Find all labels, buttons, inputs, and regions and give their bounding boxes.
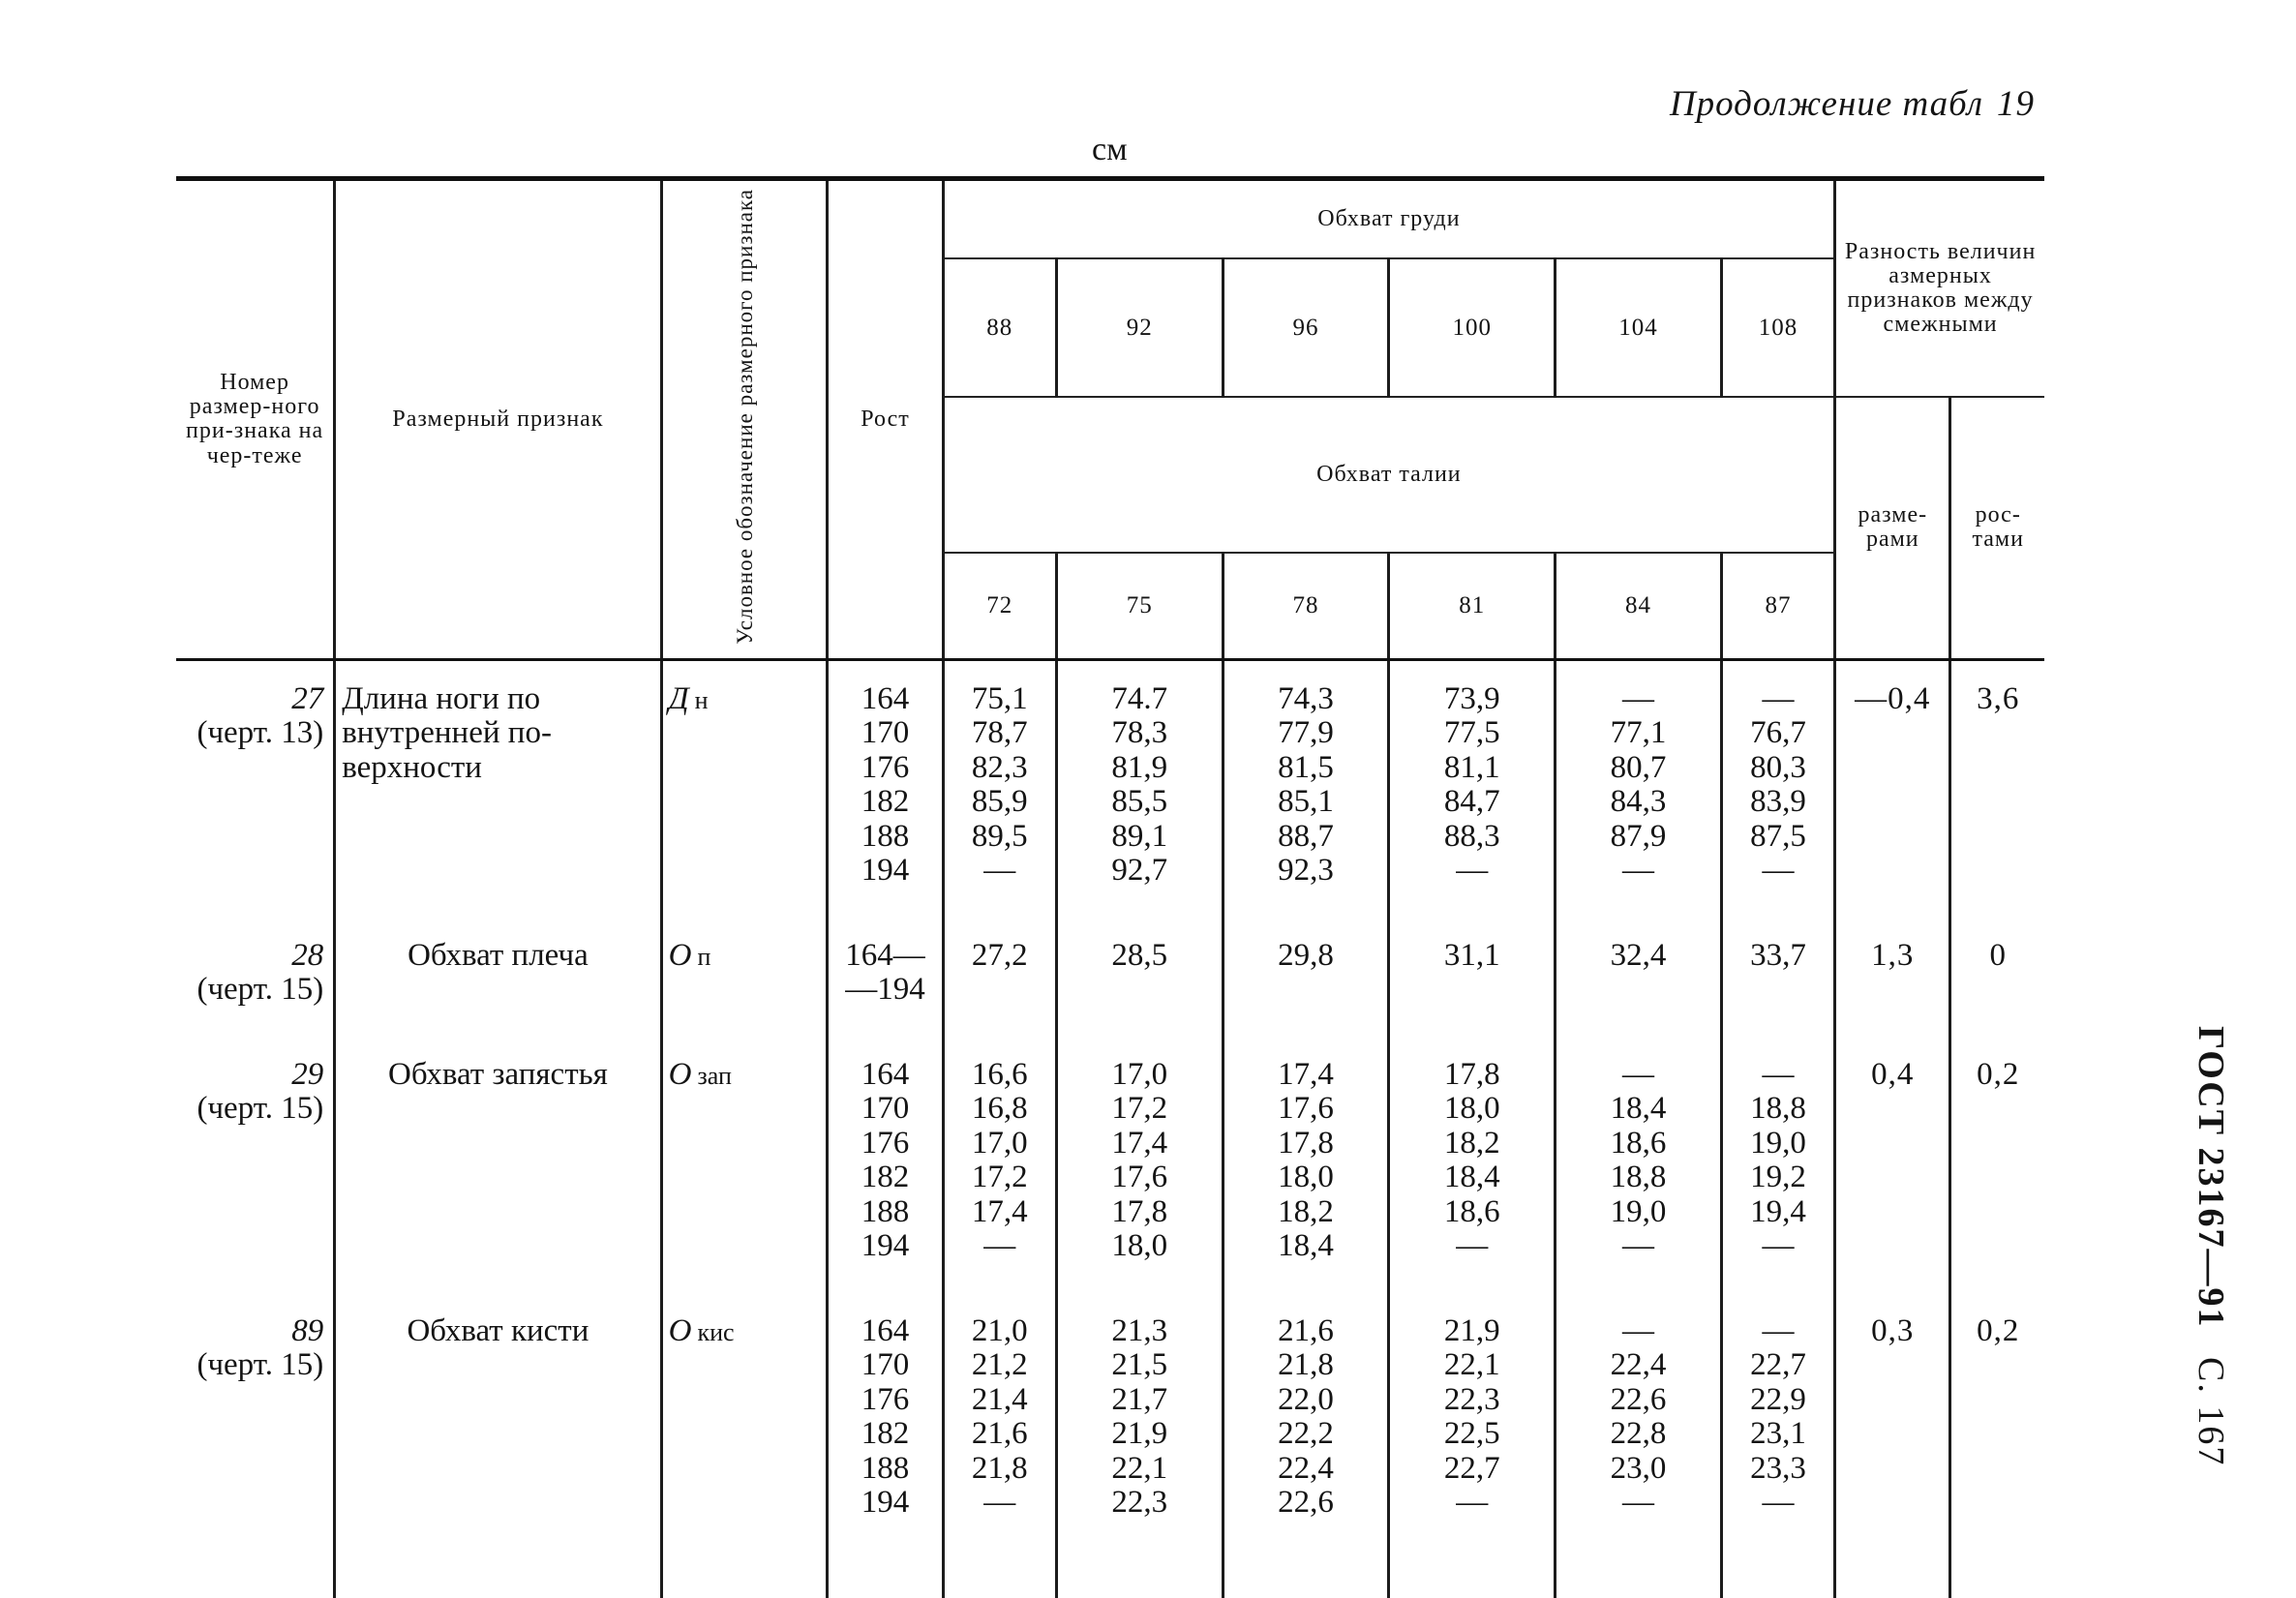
row-values: [1223, 1037, 1389, 1293]
value-line: 33,7: [1750, 937, 1806, 973]
row-values: [943, 1037, 1056, 1293]
row-values: [943, 1293, 1056, 1598]
row-symbol: [661, 1293, 828, 1598]
value-line: 22,4: [1278, 1450, 1334, 1486]
row-number: 29: [291, 1056, 324, 1092]
row-values: [1056, 659, 1223, 918]
value-line: 92,7: [1111, 853, 1168, 889]
row-values: [1556, 1293, 1722, 1598]
value-line: 77,9: [1278, 715, 1334, 751]
row-feature: Обхват запястья: [335, 1037, 661, 1293]
row-diff-sizes: —0,4: [1835, 659, 1950, 918]
header-diff-heights: рос-тами: [1950, 397, 2044, 659]
row-diff-heights: 0: [1950, 918, 2044, 1037]
row-values: [1389, 659, 1556, 918]
measurement-table: [176, 176, 2044, 1598]
value-line: 29,8: [1278, 937, 1334, 973]
value-line: —: [1762, 1056, 1795, 1092]
header-chest-group: Обхват груди: [943, 179, 1835, 259]
value-line: 21,7: [1111, 1381, 1168, 1417]
table-row: [176, 1037, 2044, 1293]
value-line: 188: [861, 818, 910, 854]
value-line: 18,4: [1278, 1228, 1334, 1264]
row-values: [1556, 659, 1722, 918]
row-diff-heights: 0,2: [1950, 1037, 2044, 1293]
value-line: 77,5: [1443, 715, 1500, 751]
value-line: 85,5: [1111, 784, 1168, 820]
value-line: 76,7: [1750, 715, 1806, 751]
row-values: [1223, 1293, 1389, 1598]
value-line: 77,1: [1610, 715, 1667, 751]
value-line: 17,2: [971, 1160, 1028, 1195]
value-line: 88,7: [1278, 818, 1334, 854]
value-line: 27,2: [971, 937, 1028, 973]
value-line: 73,9: [1443, 680, 1500, 716]
value-line: 88,3: [1443, 818, 1500, 854]
row-values: [1389, 1037, 1556, 1293]
row-values: [1056, 1293, 1223, 1598]
row-values: [1721, 918, 1834, 1037]
value-line: 19,0: [1750, 1125, 1806, 1161]
value-line: —: [983, 1228, 1016, 1264]
header-diff-group: Разность величин азмерных признаков между смежными: [1835, 179, 2044, 398]
value-line: 164—: [845, 937, 925, 973]
row-values: [1223, 918, 1389, 1037]
value-line: 22,7: [1750, 1347, 1806, 1383]
symbol-subscript: н: [694, 685, 709, 714]
value-line: 21,3: [1111, 1312, 1168, 1348]
unit-label: см: [1092, 132, 1128, 167]
row-number-cell: [176, 659, 335, 918]
value-line: 22,7: [1443, 1450, 1500, 1486]
measurement-table-wrap: [176, 176, 2044, 1598]
value-line: —: [1456, 1485, 1489, 1521]
value-line: 85,9: [971, 784, 1028, 820]
value-line: 194: [861, 1485, 910, 1521]
value-line: 17,6: [1111, 1160, 1168, 1195]
row-number: 89: [291, 1312, 324, 1348]
value-line: 18,8: [1610, 1160, 1667, 1195]
row-ref: (черт. 15): [196, 1347, 324, 1383]
row-diff-sizes: 0,3: [1835, 1293, 1950, 1598]
value-line: 31,1: [1443, 937, 1500, 973]
value-line: —: [983, 1485, 1016, 1521]
row-diff-sizes: 0,4: [1835, 1037, 1950, 1293]
chest-size: 104: [1556, 258, 1722, 397]
value-line: 21,9: [1111, 1416, 1168, 1452]
waist-size: 81: [1389, 553, 1556, 659]
value-line: 176: [861, 749, 910, 785]
value-line: 188: [861, 1193, 910, 1229]
waist-size: 78: [1223, 553, 1389, 659]
value-line: 21,2: [971, 1347, 1028, 1383]
value-line: 17,0: [971, 1125, 1028, 1161]
value-line: —: [1456, 1228, 1489, 1264]
value-line: 182: [861, 1416, 910, 1452]
value-line: 16,8: [971, 1091, 1028, 1127]
symbol-subscript: кис: [697, 1317, 735, 1346]
header-symbol-text: Условное обозначение размерного признака: [732, 189, 757, 645]
chest-size: 100: [1389, 258, 1556, 397]
header-symbol: [661, 179, 828, 660]
chest-size: 88: [943, 258, 1056, 397]
value-line: 84,3: [1610, 784, 1667, 820]
value-line: 188: [861, 1450, 910, 1486]
value-line: 17,8: [1111, 1193, 1168, 1229]
value-line: 78,7: [971, 715, 1028, 751]
value-line: 18,2: [1443, 1125, 1500, 1161]
header-waist-group: Обхват талии: [943, 397, 1835, 553]
value-line: 21,6: [1278, 1312, 1334, 1348]
waist-size: 75: [1056, 553, 1223, 659]
row-number-cell: [176, 1293, 335, 1598]
value-line: 19,4: [1750, 1193, 1806, 1229]
value-line: 22,1: [1111, 1450, 1168, 1486]
value-line: 18,6: [1610, 1125, 1667, 1161]
value-line: 74,3: [1278, 680, 1334, 716]
value-line: 21,9: [1443, 1312, 1500, 1348]
value-line: 182: [861, 784, 910, 820]
value-line: —: [1456, 853, 1489, 889]
value-line: 22,1: [1443, 1347, 1500, 1383]
value-line: —: [1622, 1056, 1655, 1092]
chest-size: 92: [1056, 258, 1223, 397]
value-line: 82,3: [971, 749, 1028, 785]
row-values: [1389, 1293, 1556, 1598]
value-line: 17,4: [1111, 1125, 1168, 1161]
value-line: 21,0: [971, 1312, 1028, 1348]
value-line: 22,2: [1278, 1416, 1334, 1452]
value-line: 74.7: [1111, 680, 1168, 716]
value-line: 21,4: [971, 1381, 1028, 1417]
row-values: [1721, 1037, 1834, 1293]
waist-size: 84: [1556, 553, 1722, 659]
value-line: 17,0: [1111, 1056, 1168, 1092]
value-line: 18,2: [1278, 1193, 1334, 1229]
row-diff-heights: 3,6: [1950, 659, 2044, 918]
value-line: 176: [861, 1125, 910, 1161]
value-line: 85,1: [1278, 784, 1334, 820]
row-values: [1556, 918, 1722, 1037]
symbol-subscript: зап: [697, 1061, 732, 1090]
value-line: 78,3: [1111, 715, 1168, 751]
value-line: 18,6: [1443, 1193, 1500, 1229]
value-line: 17,4: [1278, 1056, 1334, 1092]
value-line: 23,0: [1610, 1450, 1667, 1486]
row-feature: Длина ноги по внутренней по-верхности: [335, 659, 661, 918]
value-line: 21,8: [971, 1450, 1028, 1486]
row-symbol: [661, 918, 828, 1037]
value-line: 19,2: [1750, 1160, 1806, 1195]
value-line: 170: [861, 715, 910, 751]
value-line: 28,5: [1111, 937, 1168, 973]
row-values: [1056, 1037, 1223, 1293]
row-diff-sizes: 1,3: [1835, 918, 1950, 1037]
value-line: —: [1622, 680, 1655, 716]
table-row: [176, 918, 2044, 1037]
value-line: 21,5: [1111, 1347, 1168, 1383]
value-line: 89,1: [1111, 818, 1168, 854]
value-line: 81,9: [1111, 749, 1168, 785]
row-values: [943, 918, 1056, 1037]
row-diff-heights: 0,2: [1950, 1293, 2044, 1598]
value-line: 80,7: [1610, 749, 1667, 785]
value-line: —: [1622, 1485, 1655, 1521]
value-line: 17,2: [1111, 1091, 1168, 1127]
row-values: [1556, 1037, 1722, 1293]
value-line: 21,8: [1278, 1347, 1334, 1383]
row-heights: [828, 1293, 943, 1598]
header-number: Номер размер-ного при-знака на чер-теже: [176, 179, 335, 660]
value-line: 22,3: [1111, 1485, 1168, 1521]
value-line: —: [1762, 680, 1795, 716]
continuation-text: Продолжение табл: [1669, 84, 1983, 124]
value-line: 21,6: [971, 1416, 1028, 1452]
value-line: 22,5: [1443, 1416, 1500, 1452]
value-line: 22,0: [1278, 1381, 1334, 1417]
row-symbol: [661, 1037, 828, 1293]
value-line: 18,8: [1750, 1091, 1806, 1127]
value-line: 18,4: [1610, 1091, 1667, 1127]
value-line: 18,0: [1278, 1160, 1334, 1195]
value-line: —: [983, 853, 1016, 889]
row-values: [1389, 918, 1556, 1037]
value-line: 75,1: [971, 680, 1028, 716]
value-line: 80,3: [1750, 749, 1806, 785]
value-line: 17,4: [971, 1193, 1028, 1229]
row-number-cell: [176, 918, 335, 1037]
value-line: 22,8: [1610, 1416, 1667, 1452]
side-standard-label: [2190, 1026, 2232, 1466]
value-line: 17,8: [1278, 1125, 1334, 1161]
row-values: [943, 659, 1056, 918]
value-line: 182: [861, 1160, 910, 1195]
value-line: —: [1762, 853, 1795, 889]
row-values: [1056, 918, 1223, 1037]
value-line: 89,5: [971, 818, 1028, 854]
value-line: 22,3: [1443, 1381, 1500, 1417]
symbol-letter: О: [668, 1056, 692, 1092]
value-line: 170: [861, 1347, 910, 1383]
value-line: 23,1: [1750, 1416, 1806, 1452]
value-line: 17,6: [1278, 1091, 1334, 1127]
value-line: 176: [861, 1381, 910, 1417]
value-line: 83,9: [1750, 784, 1806, 820]
value-line: 22,6: [1278, 1485, 1334, 1521]
table-row: [176, 659, 2044, 918]
value-line: 170: [861, 1091, 910, 1127]
header-feature: Размерный признак: [335, 179, 661, 660]
row-feature: Обхват кисти: [335, 1293, 661, 1598]
value-line: 87,9: [1610, 818, 1667, 854]
row-number-cell: [176, 1037, 335, 1293]
row-ref: (черт. 15): [196, 972, 324, 1008]
table-number: 19: [1997, 84, 2035, 124]
waist-size: 87: [1721, 553, 1834, 659]
value-line: 84,7: [1443, 784, 1500, 820]
table-continuation-label: [1670, 83, 2035, 125]
waist-size: 72: [943, 553, 1056, 659]
value-line: 16,6: [971, 1056, 1028, 1092]
value-line: 22,9: [1750, 1381, 1806, 1417]
value-line: —: [1622, 853, 1655, 889]
value-line: —: [1622, 1312, 1655, 1348]
value-line: 32,4: [1610, 937, 1667, 973]
standard-code: ГОСТ 23167—91: [2190, 1026, 2231, 1329]
row-number: 28: [291, 937, 324, 973]
table-row: [176, 1293, 2044, 1598]
row-ref: (черт. 13): [196, 715, 324, 751]
symbol-letter: О: [668, 1312, 692, 1348]
value-line: —: [1762, 1312, 1795, 1348]
row-heights: [828, 1037, 943, 1293]
value-line: 81,5: [1278, 749, 1334, 785]
value-line: 18,0: [1443, 1091, 1500, 1127]
value-line: 194: [861, 853, 910, 889]
row-values: [1721, 659, 1834, 918]
row-ref: (черт. 15): [196, 1091, 324, 1127]
row-values: [1223, 659, 1389, 918]
chest-size: 108: [1721, 258, 1834, 397]
value-line: 18,4: [1443, 1160, 1500, 1195]
value-line: —: [1762, 1228, 1795, 1264]
header-height: Рост: [828, 179, 943, 660]
value-line: 18,0: [1111, 1228, 1168, 1264]
value-line: 87,5: [1750, 818, 1806, 854]
chest-size: 96: [1223, 258, 1389, 397]
value-line: 23,3: [1750, 1450, 1806, 1486]
value-line: —: [1762, 1485, 1795, 1521]
row-values: [1721, 1293, 1834, 1598]
value-line: 22,6: [1610, 1381, 1667, 1417]
header-diff-sizes: разме-рами: [1835, 397, 1950, 659]
value-line: 17,8: [1443, 1056, 1500, 1092]
symbol-letter: О: [668, 937, 692, 973]
row-heights: [828, 918, 943, 1037]
page-number: С. 167: [2190, 1357, 2231, 1467]
row-symbol: [661, 659, 828, 918]
symbol-subscript: п: [697, 942, 711, 971]
value-line: 164: [861, 1312, 910, 1348]
value-line: 92,3: [1278, 853, 1334, 889]
value-line: —194: [845, 972, 925, 1008]
row-feature: Обхват плеча: [335, 918, 661, 1037]
value-line: 164: [861, 680, 910, 716]
value-line: 81,1: [1443, 749, 1500, 785]
value-line: —: [1622, 1228, 1655, 1264]
row-heights: [828, 659, 943, 918]
row-number: 27: [291, 680, 324, 716]
value-line: 164: [861, 1056, 910, 1092]
symbol-letter: Д: [668, 680, 689, 716]
value-line: 194: [861, 1228, 910, 1264]
value-line: 19,0: [1610, 1193, 1667, 1229]
value-line: 22,4: [1610, 1347, 1667, 1383]
